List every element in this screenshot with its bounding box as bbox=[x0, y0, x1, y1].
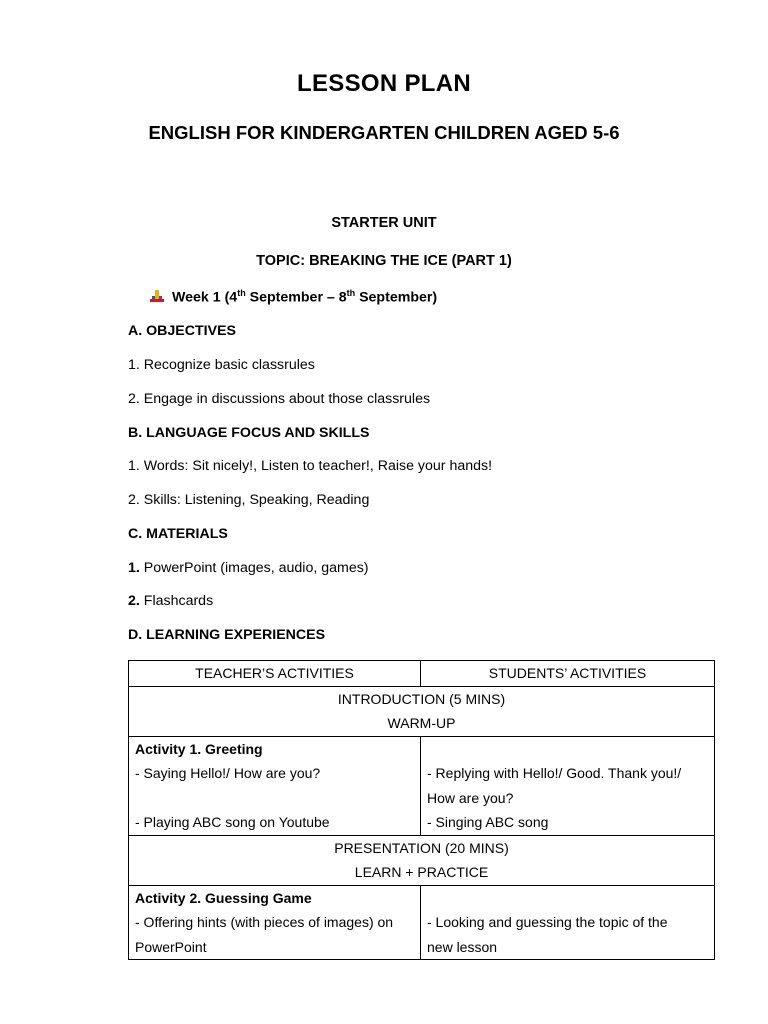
material-item: 2. Flashcards bbox=[128, 593, 214, 609]
experiences-heading: D. LEARNING EXPERIENCES bbox=[128, 627, 326, 643]
bullet-icon bbox=[150, 290, 164, 304]
table-row bbox=[129, 835, 715, 885]
language-heading: B. LANGUAGE FOCUS AND SKILLS bbox=[128, 425, 370, 441]
document-subtitle: ENGLISH FOR KINDERGARTEN CHILDREN AGED 5-6 bbox=[148, 122, 620, 143]
table-header-row bbox=[129, 661, 715, 687]
language-item: 1. Words: Sit nicely!, Listen to teacher!, Raise your hands! bbox=[128, 458, 493, 474]
unit-heading: STARTER UNIT bbox=[331, 215, 437, 231]
activity2-students-cell: - Looking and guessing the topic of the new lesson bbox=[421, 885, 715, 960]
document-title: LESSON PLAN bbox=[297, 70, 471, 97]
material-item: 1. PowerPoint (images, audio, games) bbox=[128, 560, 369, 576]
objective-item: 1. Recognize basic classrules bbox=[128, 357, 315, 373]
objective-item: 2. Engage in discussions about those classrules bbox=[128, 391, 431, 407]
week-line: Week 1 (4th September – 8th September) bbox=[150, 288, 437, 306]
activity2-teacher-cell: Activity 2. Guessing Game - Offering hints (with pieces of images) on PowerPoint bbox=[129, 885, 421, 960]
materials-heading: C. MATERIALS bbox=[128, 526, 228, 542]
activity1-students-cell: - Replying with Hello!/ Good. Thank you!/ How are you? - Singing ABC song bbox=[421, 736, 715, 835]
students-activities-header: STUDENTS’ ACTIVITIES bbox=[421, 661, 715, 687]
teacher-activities-header: TEACHER’S ACTIVITIES bbox=[129, 661, 421, 687]
table-row bbox=[129, 736, 715, 835]
introduction-section: INTRODUCTION (5 MINS) WARM-UP bbox=[129, 686, 715, 736]
table-row bbox=[129, 686, 715, 736]
presentation-section: PRESENTATION (20 MINS) LEARN + PRACTICE bbox=[129, 835, 715, 885]
objectives-heading: A. OBJECTIVES bbox=[128, 323, 237, 339]
activity1-teacher-cell: Activity 1. Greeting - Saying Hello!/ How are you? - Playing ABC song on Youtube bbox=[129, 736, 421, 835]
language-item: 2. Skills: Listening, Speaking, Reading bbox=[128, 492, 370, 508]
activities-table bbox=[128, 660, 715, 960]
table-row bbox=[129, 885, 715, 960]
topic-heading: TOPIC: BREAKING THE ICE (PART 1) bbox=[256, 253, 512, 269]
